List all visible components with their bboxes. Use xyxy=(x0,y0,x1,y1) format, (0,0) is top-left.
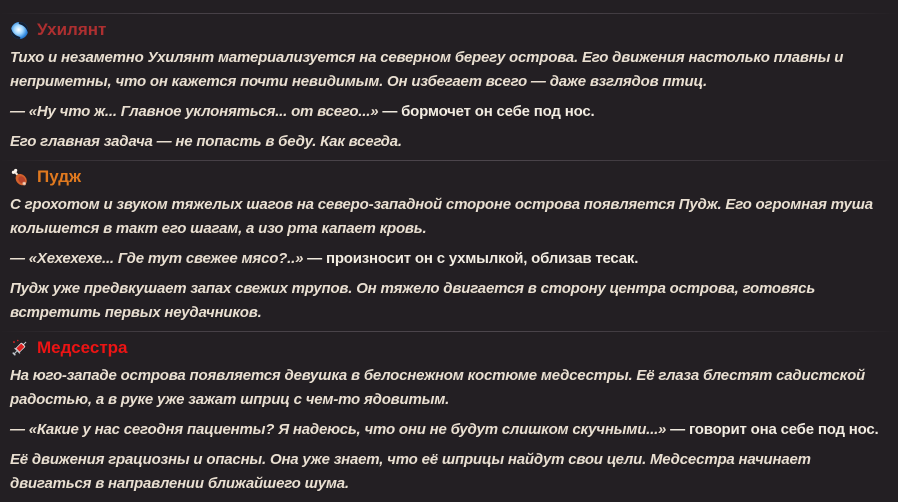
dialogue-paragraph xyxy=(10,100,888,124)
hero-header xyxy=(10,167,888,187)
hero-header xyxy=(10,338,888,358)
section-divider xyxy=(0,331,898,332)
hero-section-nurse xyxy=(10,331,888,502)
narrative-paragraph: Его главная задача — не попасть в беду. Как всегда. xyxy=(10,133,402,150)
hero-title: Медсестра xyxy=(37,338,128,357)
narrative-paragraph: Пудж уже предвкушает запах свежих трупов. Он тяжело двигается в сторону центра острова, готовясь встретить первых неудачников. xyxy=(10,280,816,321)
narrative-paragraph: Её движения грациозны и опасны. Она уже знает, что её шприцы найдут свои цели. Медсестра начинает двигаться в направлении ближайшего шума. xyxy=(10,451,811,492)
attribution-text: — произносит он с ухмылкой, облизав тесак. xyxy=(303,250,639,267)
narrative-paragraph: На юго-западе острова появляется девушка в белоснежном костюме медсестры. Её глаза блестят садистской радостью, а в руке уже зажат шприц с чем-то ядовитым. xyxy=(10,367,865,408)
narrative-paragraph: С грохотом и звуком тяжелых шагов на северо-западной стороне острова появляется Пудж. Его огромная туша колышется в такт его шагам, а изо рта капает кровь. xyxy=(10,196,873,237)
hero-header xyxy=(10,20,888,40)
meat-on-bone-icon xyxy=(10,168,29,187)
attribution-text: — бормочет он себе под нос. xyxy=(378,103,595,120)
hero-section-ukhilyant xyxy=(10,13,888,160)
quote-text: — «Хехехехе... Где тут свежее мясо?..» xyxy=(10,250,304,267)
hero-title: Ухилянт xyxy=(37,20,107,39)
hero-title: Пудж xyxy=(37,167,82,186)
comet-swirl-icon xyxy=(10,21,29,40)
dialogue-paragraph xyxy=(10,418,888,442)
attribution-text: — говорит она себе под нос. xyxy=(666,421,879,438)
narrative-paragraph: Тихо и незаметно Ухилянт материализуется на северном берегу острова. Его движения настолько плавны и неприметны, что он кажется почти невидимым. Он избегает всего — даже взглядов птиц. xyxy=(10,49,844,90)
quote-text: — «Ну что ж... Главное уклоняться... от всего...» xyxy=(10,103,379,120)
dialogue-paragraph xyxy=(10,247,888,271)
section-divider xyxy=(0,160,898,161)
syringe-icon xyxy=(10,339,29,358)
quote-text: — «Какие у нас сегодня пациенты? Я надеюсь, что они не будут слишком скучными...» xyxy=(10,421,667,438)
hero-section-pudge xyxy=(10,160,888,331)
section-divider xyxy=(0,13,898,14)
